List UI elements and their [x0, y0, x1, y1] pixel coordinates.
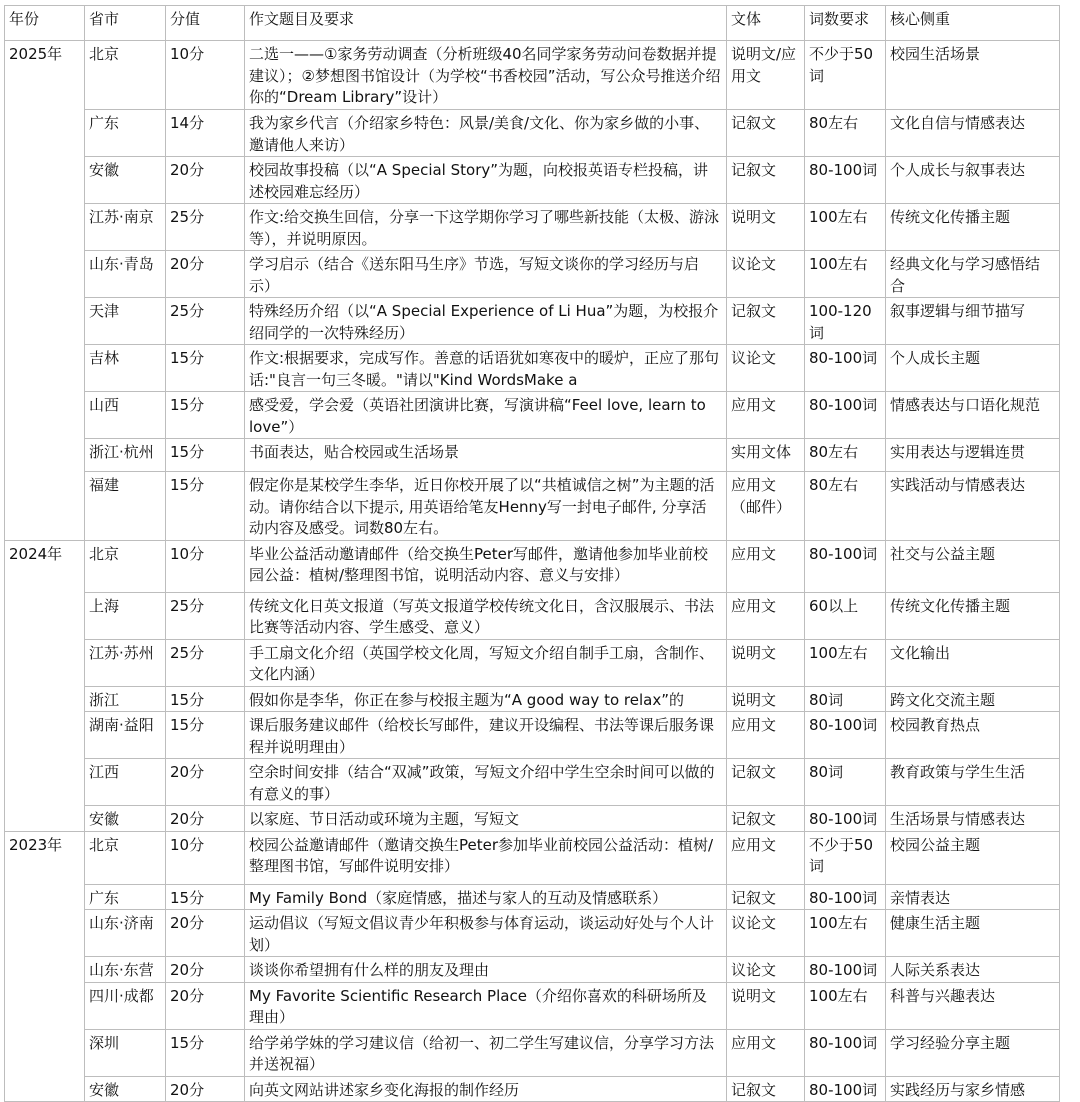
focus-cell: 实践活动与情感表达 — [886, 472, 1060, 541]
score-cell: 20分 — [166, 251, 245, 298]
region-cell: 吉林 — [85, 345, 166, 392]
header-row — [5, 6, 1060, 41]
focus-cell: 学习经验分享主题 — [886, 1029, 1060, 1076]
topic-cell: 校园故事投稿（以“A Special Story”为题，向校报英语专栏投稿，讲述校园难忘经历） — [245, 157, 727, 204]
genre-cell: 应用文 — [727, 712, 805, 759]
words-cell: 80-100词 — [805, 712, 886, 759]
region-cell: 江苏·苏州 — [85, 639, 166, 686]
table-body — [5, 41, 1060, 1102]
topic-cell: 我为家乡代言（介绍家乡特色：风景/美食/文化、你为家乡做的小事、邀请他人来访） — [245, 110, 727, 157]
score-cell: 20分 — [166, 759, 245, 806]
table-row — [5, 759, 1060, 806]
score-cell: 15分 — [166, 392, 245, 439]
score-cell: 15分 — [166, 1029, 245, 1076]
topic-cell: My Favorite Scientific Research Place（介绍你喜欢的科研场所及理由） — [245, 982, 727, 1029]
topic-cell: 传统文化日英文报道（写英文报道学校传统文化日，含汉服展示、书法比赛等活动内容、学生感受、意义） — [245, 592, 727, 639]
genre-cell: 应用文 — [727, 592, 805, 639]
topic-cell: 假定你是某校学生李华，近日你校开展了以“共植诚信之树”为主题的活动。请你结合以下提示, 用英语给笔友Henny写一封电子邮件, 分享活动内容及感受。词数80左右。 — [245, 472, 727, 541]
words-cell: 80-100词 — [805, 957, 886, 983]
score-cell: 10分 — [166, 41, 245, 110]
table-row — [5, 884, 1060, 910]
region-cell: 湖南·益阳 — [85, 712, 166, 759]
table-row — [5, 41, 1060, 110]
topic-cell: 课后服务建议邮件（给校长写邮件，建议开设编程、书法等课后服务课程并说明理由） — [245, 712, 727, 759]
region-cell: 浙江·杭州 — [85, 439, 166, 472]
topic-cell: 感受爱，学会爱（英语社团演讲比赛，写演讲稿“Feel love, learn to love”） — [245, 392, 727, 439]
words-cell: 100左右 — [805, 910, 886, 957]
topic-cell: 二选一——①家务劳动调查（分析班级40名同学家务劳动问卷数据并提建议）；②梦想图书馆设计（为学校“书香校园”活动，写公众号推送介绍你的“Dream Library”设计） — [245, 41, 727, 110]
topic-cell: 特殊经历介绍（以“A Special Experience of Li Hua”为题，为校报介绍同学的一次特殊经历） — [245, 298, 727, 345]
region-cell: 山东·青岛 — [85, 251, 166, 298]
focus-cell: 情感表达与口语化规范 — [886, 392, 1060, 439]
region-cell: 江苏·南京 — [85, 204, 166, 251]
focus-cell: 人际关系表达 — [886, 957, 1060, 983]
score-cell: 25分 — [166, 204, 245, 251]
table-row — [5, 982, 1060, 1029]
topic-cell: 向英文网站讲述家乡变化海报的制作经历 — [245, 1076, 727, 1102]
table-row — [5, 298, 1060, 345]
focus-cell: 传统文化传播主题 — [886, 592, 1060, 639]
genre-cell: 记叙文 — [727, 1076, 805, 1102]
score-cell: 25分 — [166, 639, 245, 686]
words-cell: 100左右 — [805, 204, 886, 251]
table-row — [5, 1029, 1060, 1076]
year-cell: 2025年 — [5, 41, 85, 541]
table-row — [5, 110, 1060, 157]
words-cell: 60以上 — [805, 592, 886, 639]
score-cell: 10分 — [166, 831, 245, 884]
topic-cell: 给学弟学妹的学习建议信（给初一、初二学生写建议信，分享学习方法并送祝福） — [245, 1029, 727, 1076]
topic-cell: 作文:给交换生回信，分享一下这学期你学习了哪些新技能（太极、游泳等），并说明原因。 — [245, 204, 727, 251]
genre-cell: 应用文 — [727, 1029, 805, 1076]
topic-cell: 假如你是李华，你正在参与校报主题为“A good way to relax”的 — [245, 686, 727, 712]
table-row — [5, 1076, 1060, 1102]
table-row — [5, 540, 1060, 592]
focus-cell: 经典文化与学习感悟结合 — [886, 251, 1060, 298]
topic-cell: 谈谈你希望拥有什么样的朋友及理由 — [245, 957, 727, 983]
table-row — [5, 157, 1060, 204]
focus-cell: 校园生活场景 — [886, 41, 1060, 110]
focus-cell: 跨文化交流主题 — [886, 686, 1060, 712]
table-row — [5, 345, 1060, 392]
score-cell: 15分 — [166, 472, 245, 541]
score-cell: 15分 — [166, 439, 245, 472]
genre-cell: 议论文 — [727, 251, 805, 298]
table-row — [5, 439, 1060, 472]
region-cell: 山东·东营 — [85, 957, 166, 983]
region-cell: 山东·济南 — [85, 910, 166, 957]
focus-cell: 叙事逻辑与细节描写 — [886, 298, 1060, 345]
score-cell: 10分 — [166, 540, 245, 592]
score-cell: 15分 — [166, 884, 245, 910]
score-cell: 20分 — [166, 982, 245, 1029]
words-cell: 80-100词 — [805, 157, 886, 204]
region-cell: 北京 — [85, 540, 166, 592]
words-cell: 100左右 — [805, 251, 886, 298]
region-cell: 安徽 — [85, 1076, 166, 1102]
region-cell: 福建 — [85, 472, 166, 541]
region-cell: 广东 — [85, 884, 166, 910]
focus-cell: 文化自信与情感表达 — [886, 110, 1060, 157]
genre-cell: 记叙文 — [727, 884, 805, 910]
topic-cell: 运动倡议（写短文倡议青少年积极参与体育运动，谈运动好处与个人计划） — [245, 910, 727, 957]
genre-cell: 记叙文 — [727, 298, 805, 345]
region-cell: 安徽 — [85, 157, 166, 204]
score-cell: 15分 — [166, 686, 245, 712]
words-cell: 80-100词 — [805, 1029, 886, 1076]
essay-topics-table — [4, 5, 1060, 1102]
genre-cell: 应用文 — [727, 831, 805, 884]
focus-cell: 传统文化传播主题 — [886, 204, 1060, 251]
focus-cell: 校园教育热点 — [886, 712, 1060, 759]
genre-cell: 说明文/应用文 — [727, 41, 805, 110]
genre-cell: 说明文 — [727, 204, 805, 251]
score-cell: 14分 — [166, 110, 245, 157]
region-cell: 广东 — [85, 110, 166, 157]
words-cell: 80-100词 — [805, 884, 886, 910]
region-cell: 江西 — [85, 759, 166, 806]
genre-cell: 应用文 — [727, 540, 805, 592]
genre-cell: 议论文 — [727, 345, 805, 392]
table-row — [5, 686, 1060, 712]
focus-cell: 健康生活主题 — [886, 910, 1060, 957]
genre-cell: 说明文 — [727, 639, 805, 686]
words-cell: 80左右 — [805, 110, 886, 157]
table-row — [5, 806, 1060, 832]
genre-cell: 记叙文 — [727, 806, 805, 832]
words-cell: 80-100词 — [805, 345, 886, 392]
focus-cell: 科普与兴趣表达 — [886, 982, 1060, 1029]
words-cell: 100-120词 — [805, 298, 886, 345]
topic-cell: 作文:根据要求，完成写作。善意的话语犹如寒夜中的暖炉，正应了那句话:"良言一句三冬暖。"请以"Kind WordsMake a — [245, 345, 727, 392]
genre-cell: 应用文（邮件） — [727, 472, 805, 541]
table-row — [5, 639, 1060, 686]
header-region: 省市 — [85, 6, 166, 41]
words-cell: 80左右 — [805, 472, 886, 541]
genre-cell: 说明文 — [727, 982, 805, 1029]
score-cell: 25分 — [166, 592, 245, 639]
region-cell: 浙江 — [85, 686, 166, 712]
score-cell: 15分 — [166, 712, 245, 759]
genre-cell: 实用文体 — [727, 439, 805, 472]
table-row — [5, 910, 1060, 957]
words-cell: 80-100词 — [805, 540, 886, 592]
score-cell: 25分 — [166, 298, 245, 345]
table-row — [5, 957, 1060, 983]
genre-cell: 议论文 — [727, 910, 805, 957]
score-cell: 20分 — [166, 157, 245, 204]
topic-cell: 校园公益邀请邮件（邀请交换生Peter参加毕业前校园公益活动：植树/整理图书馆，写邮件说明安排） — [245, 831, 727, 884]
region-cell: 北京 — [85, 831, 166, 884]
focus-cell: 个人成长主题 — [886, 345, 1060, 392]
genre-cell: 记叙文 — [727, 110, 805, 157]
focus-cell: 生活场景与情感表达 — [886, 806, 1060, 832]
score-cell: 20分 — [166, 806, 245, 832]
header-score: 分值 — [166, 6, 245, 41]
words-cell: 80-100词 — [805, 1076, 886, 1102]
genre-cell: 应用文 — [727, 392, 805, 439]
score-cell: 15分 — [166, 345, 245, 392]
topic-cell: 手工扇文化介绍（英国学校文化周，写短文介绍自制手工扇，含制作、文化内涵） — [245, 639, 727, 686]
topic-cell: 以家庭、节日活动或环境为主题，写短文 — [245, 806, 727, 832]
words-cell: 80词 — [805, 686, 886, 712]
table-row — [5, 472, 1060, 541]
focus-cell: 实践经历与家乡情感 — [886, 1076, 1060, 1102]
topic-cell: 书面表达，贴合校园或生活场景 — [245, 439, 727, 472]
topic-cell: My Family Bond（家庭情感，描述与家人的互动及情感联系） — [245, 884, 727, 910]
score-cell: 20分 — [166, 957, 245, 983]
score-cell: 20分 — [166, 910, 245, 957]
genre-cell: 议论文 — [727, 957, 805, 983]
topic-cell: 毕业公益活动邀请邮件（给交换生Peter写邮件，邀请他参加毕业前校园公益：植树/整理图书馆，说明活动内容、意义与安排） — [245, 540, 727, 592]
focus-cell: 社交与公益主题 — [886, 540, 1060, 592]
table-row — [5, 592, 1060, 639]
focus-cell: 实用表达与逻辑连贯 — [886, 439, 1060, 472]
region-cell: 深圳 — [85, 1029, 166, 1076]
region-cell: 安徽 — [85, 806, 166, 832]
focus-cell: 个人成长与叙事表达 — [886, 157, 1060, 204]
region-cell: 上海 — [85, 592, 166, 639]
table-row — [5, 251, 1060, 298]
header-topic: 作文题目及要求 — [245, 6, 727, 41]
genre-cell: 说明文 — [727, 686, 805, 712]
year-cell: 2023年 — [5, 831, 85, 1102]
focus-cell: 教育政策与学生生活 — [886, 759, 1060, 806]
table-row — [5, 204, 1060, 251]
words-cell: 100左右 — [805, 982, 886, 1029]
genre-cell: 记叙文 — [727, 157, 805, 204]
focus-cell: 文化输出 — [886, 639, 1060, 686]
header-year: 年份 — [5, 6, 85, 41]
header-words: 词数要求 — [805, 6, 886, 41]
words-cell: 80-100词 — [805, 806, 886, 832]
header-genre: 文体 — [727, 6, 805, 41]
topic-cell: 学习启示（结合《送东阳马生序》节选，写短文谈你的学习经历与启示） — [245, 251, 727, 298]
words-cell: 80词 — [805, 759, 886, 806]
year-cell: 2024年 — [5, 540, 85, 831]
table-row — [5, 712, 1060, 759]
genre-cell: 记叙文 — [727, 759, 805, 806]
region-cell: 四川·成都 — [85, 982, 166, 1029]
words-cell: 不少于50词 — [805, 41, 886, 110]
topic-cell: 空余时间安排（结合“双减”政策，写短文介绍中学生空余时间可以做的有意义的事） — [245, 759, 727, 806]
focus-cell: 亲情表达 — [886, 884, 1060, 910]
region-cell: 北京 — [85, 41, 166, 110]
score-cell: 20分 — [166, 1076, 245, 1102]
table-row — [5, 831, 1060, 884]
region-cell: 天津 — [85, 298, 166, 345]
table-row — [5, 392, 1060, 439]
words-cell: 80-100词 — [805, 392, 886, 439]
region-cell: 山西 — [85, 392, 166, 439]
words-cell: 不少于50词 — [805, 831, 886, 884]
words-cell: 100左右 — [805, 639, 886, 686]
header-focus: 核心侧重 — [886, 6, 1060, 41]
focus-cell: 校园公益主题 — [886, 831, 1060, 884]
table-wrapper — [4, 5, 1060, 1102]
words-cell: 80左右 — [805, 439, 886, 472]
